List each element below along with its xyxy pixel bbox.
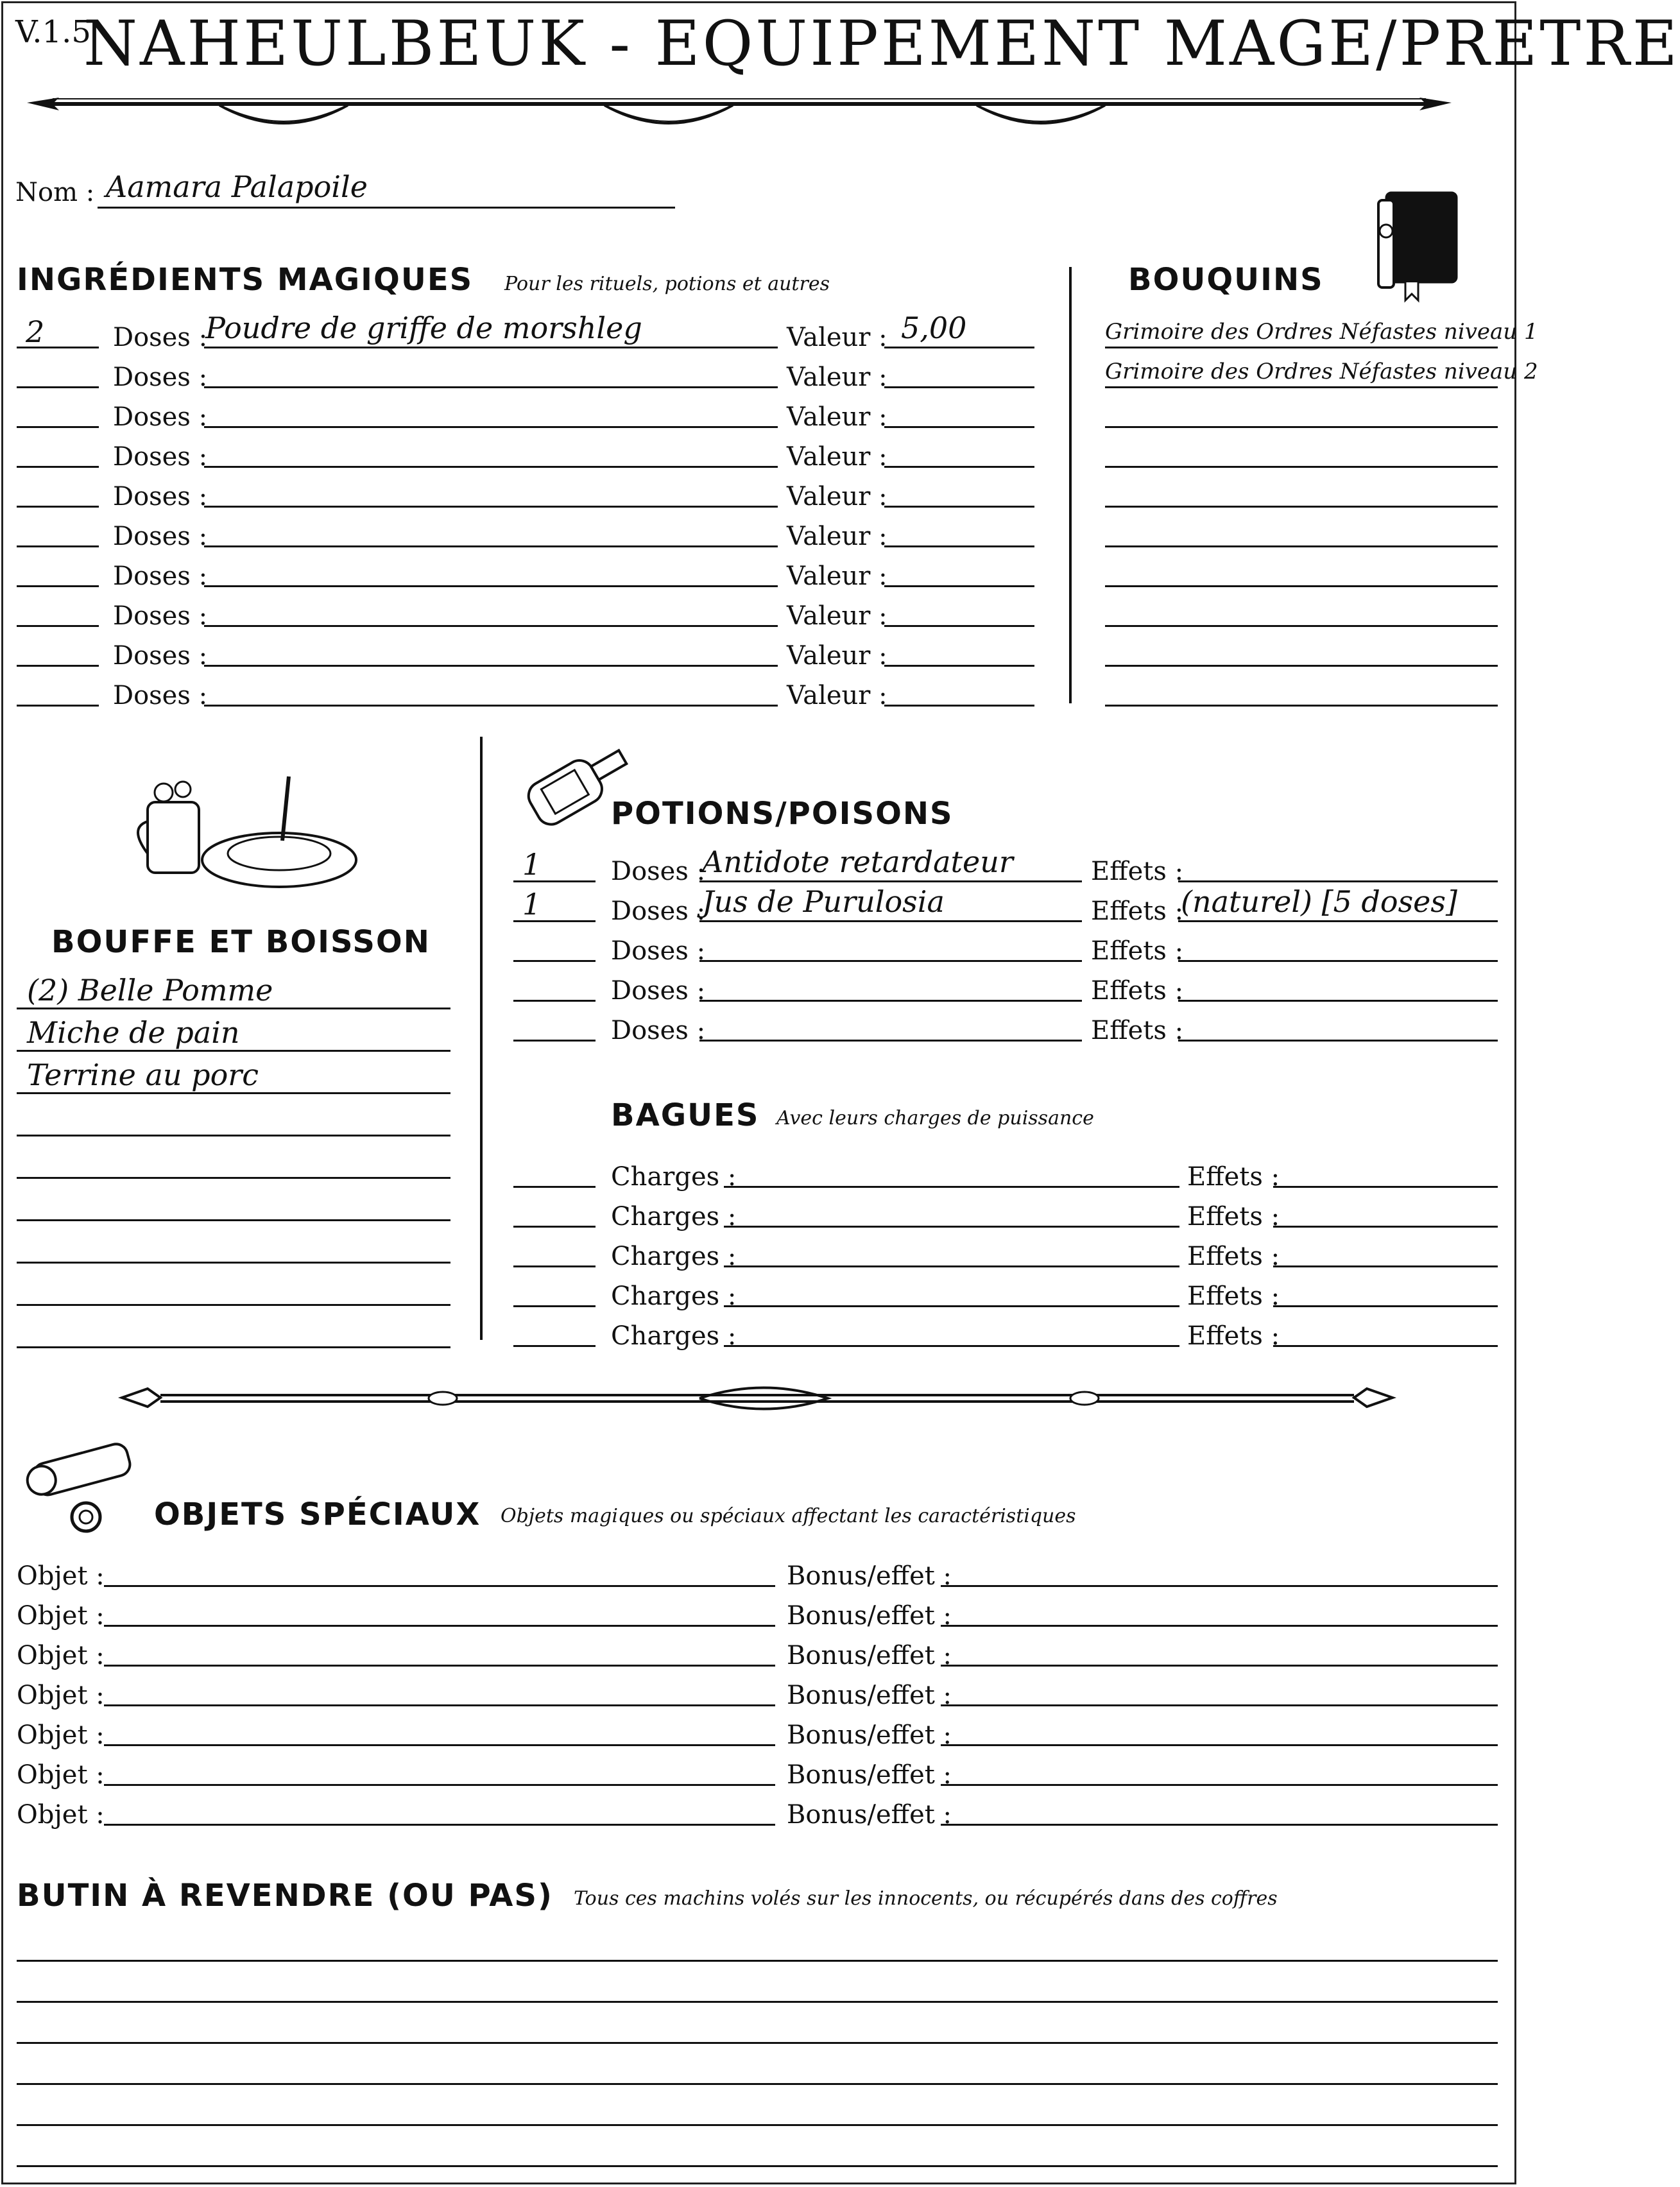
- book-line: [1105, 506, 1498, 508]
- ingredient-value-label: Valeur :: [787, 522, 887, 551]
- ingredient-value-label: Valeur :: [787, 641, 887, 671]
- ring-effects-line[interactable]: [1273, 1226, 1498, 1228]
- ingredient-doses-label: Doses :: [113, 323, 208, 352]
- potion-effect-line: [1178, 1000, 1498, 1002]
- food-line: [17, 1050, 450, 1052]
- special-bonus-label: Bonus/effet :: [787, 1800, 952, 1830]
- food-line: [17, 1304, 450, 1306]
- ring-effects-label: Effets :: [1187, 1162, 1280, 1192]
- food-title: BOUFFE ET BOISSON: [51, 924, 431, 960]
- special-bonus-label: Bonus/effet :: [787, 1641, 952, 1670]
- ingredient-value-field[interactable]: 5,00: [901, 311, 967, 345]
- ingredient-value-line: [884, 506, 1034, 508]
- ingredient-value-line: [884, 665, 1034, 667]
- ring-qty-line[interactable]: [513, 1265, 596, 1267]
- food-line: [17, 1092, 450, 1094]
- potion-effects-label: Effets :: [1091, 896, 1184, 926]
- ingredient-value-label: Valeur :: [787, 562, 887, 591]
- ring-charges-label: Charges :: [611, 1321, 737, 1351]
- ingredient-name-line: [204, 347, 778, 348]
- loot-title: BUTIN À REVENDRE (OU PAS): [17, 1878, 553, 1914]
- food-line: [17, 1346, 450, 1348]
- loot-line[interactable]: [17, 2124, 1498, 2126]
- food-entry-field[interactable]: (2) Belle Pomme: [27, 973, 273, 1008]
- special-bonus-label: Bonus/effet :: [787, 1601, 952, 1631]
- special-object-label: Objet :: [17, 1800, 105, 1830]
- ingredient-name-line: [204, 665, 778, 667]
- potion-qty-field[interactable]: 1: [522, 847, 542, 882]
- ingredient-qty-line: [17, 705, 99, 707]
- ring-charges-label: Charges :: [611, 1162, 737, 1192]
- ingredient-value-label: Valeur :: [787, 601, 887, 631]
- potion-doses-label: Doses :: [611, 896, 706, 926]
- ring-charges-line[interactable]: [724, 1226, 1179, 1228]
- ring-charges-label: Charges :: [611, 1282, 737, 1311]
- ring-effects-label: Effets :: [1187, 1321, 1280, 1351]
- potion-name-field[interactable]: Jus de Purulosia: [702, 884, 945, 919]
- loot-line[interactable]: [17, 2042, 1498, 2044]
- special-bonus-line[interactable]: [941, 1784, 1498, 1786]
- spear-divider: [14, 83, 1458, 141]
- ingredient-qty-line: [17, 545, 99, 547]
- book-icon: [1367, 186, 1470, 304]
- ingredient-doses-label: Doses :: [113, 522, 208, 551]
- ring-charges-label: Charges :: [611, 1202, 737, 1231]
- page-title: NAHEULBEUK - EQUIPEMENT MAGE/PRETRE: [83, 8, 1680, 80]
- special-object-label: Objet :: [17, 1561, 105, 1591]
- ring-charges-line[interactable]: [724, 1305, 1179, 1307]
- potion-doses-label: Doses :: [611, 1016, 706, 1045]
- ingredient-value-label: Valeur :: [787, 402, 887, 432]
- potion-effects-label: Effets :: [1091, 1016, 1184, 1045]
- potion-name-line: [699, 920, 1082, 922]
- special-object-line[interactable]: [104, 1665, 775, 1667]
- potion-name-line: [699, 960, 1082, 962]
- special-object-line[interactable]: [104, 1585, 775, 1587]
- staff-divider: [122, 1377, 1393, 1428]
- book-line: [1105, 665, 1498, 667]
- rings-subtitle: Avec leurs charges de puissance: [776, 1107, 1094, 1129]
- special-bonus-line[interactable]: [941, 1744, 1498, 1746]
- ingredient-name-field[interactable]: Poudre de griffe de morshleg: [205, 311, 642, 345]
- food-line: [17, 1008, 450, 1009]
- potion-effects-label: Effets :: [1091, 936, 1184, 966]
- potions-title: POTIONS/POISONS: [611, 796, 954, 832]
- ingredient-name-line: [204, 426, 778, 428]
- ingredient-value-line: [884, 426, 1034, 428]
- potion-effects-label: Effets :: [1091, 857, 1184, 886]
- special-bonus-line[interactable]: [941, 1625, 1498, 1627]
- ingredient-value-line: [884, 625, 1034, 627]
- special-subtitle: Objets magiques ou spéciaux affectant les caractéristiques: [501, 1505, 1076, 1527]
- ingredient-value-line: [884, 466, 1034, 468]
- ingredient-doses-label: Doses :: [113, 482, 208, 511]
- potion-qty-line: [513, 960, 596, 962]
- special-object-line[interactable]: [104, 1625, 775, 1627]
- special-object-label: Objet :: [17, 1681, 105, 1710]
- ring-charges-line[interactable]: [724, 1186, 1179, 1188]
- name-label: Nom :: [15, 178, 95, 207]
- potion-qty-line: [513, 1040, 596, 1042]
- version-label: V.1.5: [15, 14, 91, 50]
- special-bonus-line[interactable]: [941, 1824, 1498, 1826]
- potion-qty-line: [513, 1000, 596, 1002]
- special-object-label: Objet :: [17, 1601, 105, 1631]
- column-divider: [1069, 267, 1072, 703]
- ingredient-doses-label: Doses :: [113, 641, 208, 671]
- special-bonus-label: Bonus/effet :: [787, 1681, 952, 1710]
- special-object-line[interactable]: [104, 1824, 775, 1826]
- special-object-line[interactable]: [104, 1744, 775, 1746]
- special-bonus-line[interactable]: [941, 1704, 1498, 1706]
- book-line: [1105, 585, 1498, 587]
- ingredient-doses-label: Doses :: [113, 442, 208, 472]
- special-bonus-label: Bonus/effet :: [787, 1760, 952, 1790]
- ingredient-value-line: [884, 386, 1034, 388]
- ingredient-value-line: [884, 545, 1034, 547]
- loot-line[interactable]: [17, 1960, 1498, 1962]
- food-line: [17, 1135, 450, 1136]
- ring-charges-line[interactable]: [724, 1345, 1179, 1347]
- ingredient-qty-line: [17, 585, 99, 587]
- ingredient-doses-label: Doses :: [113, 601, 208, 631]
- ingredient-value-label: Valeur :: [787, 482, 887, 511]
- ring-effects-label: Effets :: [1187, 1282, 1280, 1311]
- loot-line[interactable]: [17, 2083, 1498, 2085]
- loot-subtitle: Tous ces machins volés sur les innocents, ou récupérés dans des coffres: [574, 1887, 1278, 1910]
- potion-effect-line: [1178, 920, 1498, 922]
- ring-qty-line[interactable]: [513, 1305, 596, 1307]
- ingredient-value-line: [884, 347, 1034, 348]
- ingredient-doses-label: Doses :: [113, 681, 208, 710]
- scroll-ring-icon: [15, 1441, 144, 1540]
- potion-name-line: [699, 1040, 1082, 1042]
- potion-name-line: [699, 880, 1082, 882]
- ingredient-value-label: Valeur :: [787, 323, 887, 352]
- book-entry-field[interactable]: Grimoire des Ordres Néfastes niveau 2: [1105, 359, 1538, 384]
- ingredients-subtitle: Pour les rituels, potions et autres: [504, 273, 830, 295]
- ingredient-name-line: [204, 585, 778, 587]
- ingredient-name-line: [204, 545, 778, 547]
- book-line: [1105, 466, 1498, 468]
- ingredient-qty-line: [17, 625, 99, 627]
- ingredient-qty-line: [17, 665, 99, 667]
- ingredient-qty-line: [17, 426, 99, 428]
- potion-doses-label: Doses :: [611, 857, 706, 886]
- potion-name-line: [699, 1000, 1082, 1002]
- ring-effects-line[interactable]: [1273, 1186, 1498, 1188]
- ingredient-doses-label: Doses :: [113, 363, 208, 392]
- ingredient-name-line: [204, 705, 778, 707]
- ring-qty-line[interactable]: [513, 1345, 596, 1347]
- ingredient-doses-label: Doses :: [113, 562, 208, 591]
- ingredient-qty-line: [17, 466, 99, 468]
- name-field[interactable]: Aamara Palapoile: [106, 169, 368, 204]
- potion-effects-label: Effets :: [1091, 976, 1184, 1006]
- ingredient-qty-field[interactable]: 2: [26, 314, 45, 349]
- column-divider-2: [480, 737, 483, 1340]
- ring-qty-line[interactable]: [513, 1186, 596, 1188]
- potion-qty-field[interactable]: 1: [522, 887, 542, 922]
- food-line: [17, 1262, 450, 1264]
- food-entry-field[interactable]: Miche de pain: [27, 1015, 240, 1050]
- ingredient-value-label: Valeur :: [787, 363, 887, 392]
- potion-effect-line: [1178, 960, 1498, 962]
- potion-doses-label: Doses :: [611, 976, 706, 1006]
- ring-effects-line[interactable]: [1273, 1345, 1498, 1347]
- special-bonus-label: Bonus/effet :: [787, 1561, 952, 1591]
- potion-effect-field[interactable]: (naturel) [5 doses]: [1181, 884, 1457, 919]
- food-icon: [128, 764, 359, 901]
- ingredients-title: INGRÉDIENTS MAGIQUES: [17, 262, 474, 298]
- rings-title: BAGUES: [611, 1097, 760, 1133]
- name-line: [98, 207, 675, 209]
- book-line: [1105, 386, 1498, 388]
- potion-effect-line: [1178, 1040, 1498, 1042]
- ingredient-value-line: [884, 705, 1034, 707]
- ingredient-qty-line: [17, 506, 99, 508]
- ingredient-name-line: [204, 625, 778, 627]
- special-bonus-label: Bonus/effet :: [787, 1720, 952, 1750]
- ring-qty-line[interactable]: [513, 1226, 596, 1228]
- ring-charges-line[interactable]: [724, 1265, 1179, 1267]
- book-line: [1105, 545, 1498, 547]
- book-entry-field[interactable]: Grimoire des Ordres Néfastes niveau 1: [1105, 319, 1538, 345]
- food-line: [17, 1177, 450, 1179]
- book-line: [1105, 705, 1498, 707]
- special-bonus-line[interactable]: [941, 1585, 1498, 1587]
- loot-line[interactable]: [17, 2165, 1498, 2167]
- food-line: [17, 1219, 450, 1221]
- ingredient-value-label: Valeur :: [787, 681, 887, 710]
- food-entry-field[interactable]: Terrine au porc: [27, 1058, 259, 1092]
- special-bonus-line[interactable]: [941, 1665, 1498, 1667]
- ingredient-name-line: [204, 466, 778, 468]
- ingredient-name-line: [204, 386, 778, 388]
- ingredient-qty-line: [17, 386, 99, 388]
- book-line: [1105, 347, 1498, 348]
- potion-effect-line: [1178, 880, 1498, 882]
- special-object-line[interactable]: [104, 1704, 775, 1706]
- ingredient-doses-label: Doses :: [113, 402, 208, 432]
- special-object-line[interactable]: [104, 1784, 775, 1786]
- books-title: BOUQUINS: [1128, 262, 1324, 298]
- ring-charges-label: Charges :: [611, 1242, 737, 1271]
- special-title: OBJETS SPÉCIAUX: [154, 1497, 481, 1532]
- ingredient-value-label: Valeur :: [787, 442, 887, 472]
- potion-name-field[interactable]: Antidote retardateur: [702, 845, 1013, 879]
- book-line: [1105, 625, 1498, 627]
- ingredient-name-line: [204, 506, 778, 508]
- ring-effects-line[interactable]: [1273, 1265, 1498, 1267]
- special-object-label: Objet :: [17, 1760, 105, 1790]
- ring-effects-line[interactable]: [1273, 1305, 1498, 1307]
- ring-effects-label: Effets :: [1187, 1242, 1280, 1271]
- potion-doses-label: Doses :: [611, 936, 706, 966]
- special-object-label: Objet :: [17, 1720, 105, 1750]
- loot-line[interactable]: [17, 2001, 1498, 2003]
- special-object-label: Objet :: [17, 1641, 105, 1670]
- book-line: [1105, 426, 1498, 428]
- ingredient-value-line: [884, 585, 1034, 587]
- ring-effects-label: Effets :: [1187, 1202, 1280, 1231]
